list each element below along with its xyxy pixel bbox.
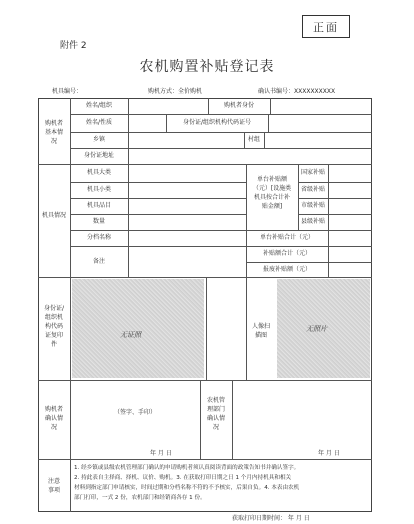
- price-label: 分档名称: [86, 234, 111, 241]
- buyer-confirm-date: 年 月 日: [150, 450, 172, 457]
- address-label: 身份证地址: [83, 152, 114, 159]
- no-id-text: 无证照: [120, 331, 141, 339]
- attachment-label: 附件 2: [60, 41, 87, 51]
- notes-label: 注意 事项: [47, 478, 60, 494]
- subsidy-standard-label: 单台补贴额 （元）[设施类 机具按合计补 贴金额]: [252, 176, 292, 210]
- buyer-confirm-label: 购机者 确认情 况: [44, 406, 63, 431]
- small-class-label: 机具小类: [86, 186, 111, 193]
- town-label: 乡镇: [92, 136, 105, 143]
- sign-hint: （签字、手印）: [113, 409, 156, 416]
- machine-section-label: 机具情况: [41, 212, 66, 219]
- confirm-number: 确认书编号：XXXXXXXXXX: [258, 88, 336, 95]
- side-label: 正面: [302, 15, 350, 38]
- id-copy-section-label: 身份证/ 组织机 构代码 证复印 件: [43, 305, 65, 348]
- city-subsidy-label: 市级补贴: [300, 202, 325, 209]
- name-unit-label: 姓名/性质: [85, 119, 113, 126]
- page-title: 农机购置补贴登记表: [139, 59, 275, 75]
- purchase-method: 购机方式：全价购机: [148, 88, 203, 95]
- note-label: 备注: [92, 258, 105, 265]
- big-class-label: 机具大类: [86, 169, 111, 176]
- id-copy-area: [72, 279, 204, 378]
- name-label: 姓名/组织: [85, 102, 113, 109]
- dept-confirm-date: 年 月 日: [318, 450, 340, 457]
- id-card-label: 购机者身份: [223, 102, 254, 109]
- county-subsidy-label: 县级补贴: [300, 218, 325, 225]
- subsidy-total-label: 补贴额合计（元）: [262, 250, 311, 257]
- unit-subsidy-total-label: 单台补贴合计（元）: [259, 234, 314, 241]
- no-photo-text: 无照片: [306, 325, 327, 333]
- buyer-section-label: 购机者 基本情 况: [44, 120, 63, 145]
- village-label: 村组: [247, 136, 260, 143]
- scrap-subsidy-label: 报废补贴额（元）: [262, 266, 311, 273]
- qty-label: 数量: [92, 218, 105, 225]
- id-code-label: 身份证/组织机构代码证号: [182, 119, 252, 126]
- national-subsidy-label: 国家补贴: [300, 169, 325, 176]
- notes-text: 1. 经乡镇或县级农机管理部门确认的申请购机者须认真阅读背面的政策告知书并确认签字。 2. 持此表自主择商、择机、议价、购机。3. 在获取打印日期之日 1 个月内持机具和相关 材料到指定部门申请核实，时间过期和分档名称不符的不予核实，后果自负。4. 本表由农机 部门打印，一式 2 份，农机部门和经销商各存 1 份。: [74, 465, 300, 501]
- dept-confirm-label: 农机管 理部门 确认情 况: [206, 397, 225, 431]
- serial-label: 机具编号：: [52, 88, 83, 95]
- item-label: 机具品目: [86, 202, 111, 209]
- print-date: 获取打印日期时间： 年 月 日: [232, 515, 310, 522]
- province-subsidy-label: 省级补贴: [300, 186, 325, 193]
- portrait-label: 人像扫 描图: [251, 323, 270, 339]
